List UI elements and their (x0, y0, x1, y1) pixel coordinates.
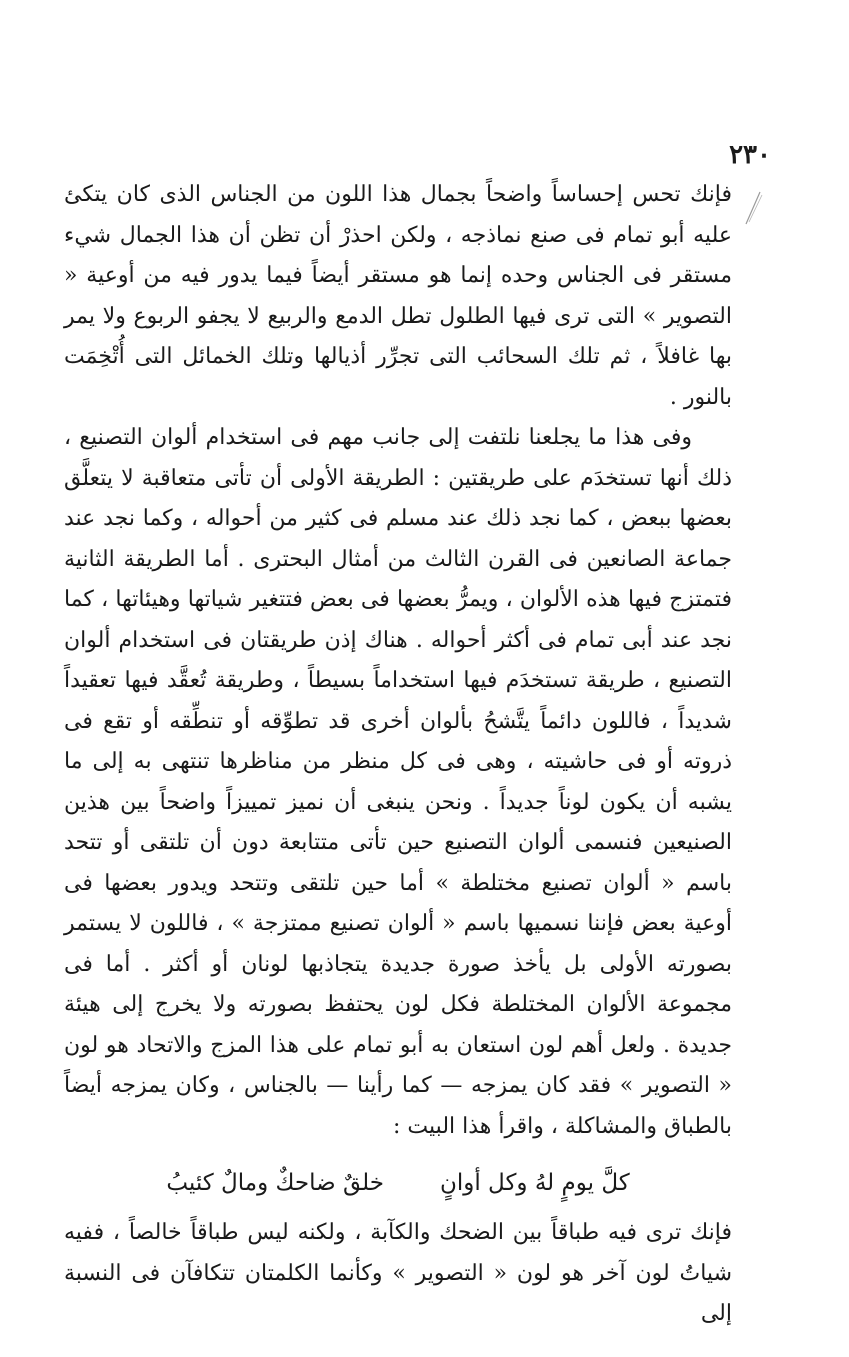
paragraph-2: وفى هذا ما يجلعنا نلتفت إلى جانب مهم فى استخدام ألوان التصنيع ، ذلك أنها تستخدَم على طريقتين : الطريقة الأولى أن تأتى متعاقبة لا يتعلَّق بعضها ببعض ، كما نجد ذلك عند مسلم فى كثير من أحواله ، وكما نجد عند جماعة الصانعين فى القرن الثالث من أمثال البحترى . أما الطريقة الثانية فتمتزج فيها هذه الألوان ، ويمرُّ بعضها فى بعض فتتغير شياتها وهيئاتها ، كما نجد عند أبى تمام فى أكثر أحواله . هناك إذن طريقتان فى استخدام ألوان التصنيع ، طريقة تستخدَم فيها استخداماً بسيطاً ، وطريقة تُعقَّد فيها تعقيداً شديداً ، فاللون دائماً يتَّشحُ بألوان أخرى قد تطوِّقه أو تنطِّقه أو تقع فى ذروته أو فى حاشيته ، وهى فى كل منظر من مناظرها تنتهى به إلى ما يشبه أن يكون لوناً جديداً . ونحن ينبغى أن نميز تمييزاً واضحاً بين هذين الصنيعين فنسمى ألوان التصنيع حين تأتى متتابعة دون أن تلتقى أو تتحد باسم « ألوان تصنيع مختلطة » أما حين تلتقى وتتحد ويدور بعضها فى أوعية بعض فإننا نسميها باسم « ألوان تصنيع ممتزجة » ، فاللون لا يستمر بصورته الأولى بل يأخذ صورة جديدة يتجاذبها لونان أو أكثر . أما فى مجموعة الألوان المختلطة فكل لون يحتفظ بصورته ولا يخرج إلى هيئة جديدة . ولعل أهم لون استعان به أبو تمام على هذا المزج والاتحاد هو لون « التصوير » فقد كان يمزجه — كما رأينا — بالجناس ، وكان يمزجه أيضاً بالطباق والمشاكلة ، واقرأ هذا البيت : (64, 425, 732, 1139)
verse-first-hemistich: كلَّ يومٍ لهُ وكل أوانٍ (439, 1170, 630, 1196)
body-text (64, 175, 732, 1335)
poetry-verse (64, 1161, 732, 1205)
margin-pencil-mark (744, 186, 764, 226)
paragraph-3: فإنك ترى فيه طباقاً بين الضحك والكآبة ، ولكنه ليس طباقاً خالصاً ، ففيه شياتُ لون آخر هو لون « التصوير » وكأنما الكلمتان تتكافآن فى النسبة إلى (64, 1220, 732, 1326)
verse-second-hemistich: خلقٌ ضاحكٌ ومالٌ كئيبُ (166, 1170, 384, 1196)
page-number: ٢٣٠ (729, 140, 771, 170)
paragraph-1: فإنك تحس إحساساً واضحاً بجمال هذا اللون من الجناس الذى كان يتكئ عليه أبو تمام فى صنع نماذجه ، ولكن احذرْ أن تظن أن هذا الجمال شيء مستقر فى الجناس وحده إنما هو مستقر أيضاً فيما يدور فيه من أوعية « التصوير » التى ترى فيها الطلول تطل الدمع والربيع لا يجفو الربوع ولا يمر بها غافلاً ، ثم تلك السحائب التى تجرِّر أذيالها وتلك الخمائل التى أُتْخِمَت بالنور . (64, 182, 732, 410)
